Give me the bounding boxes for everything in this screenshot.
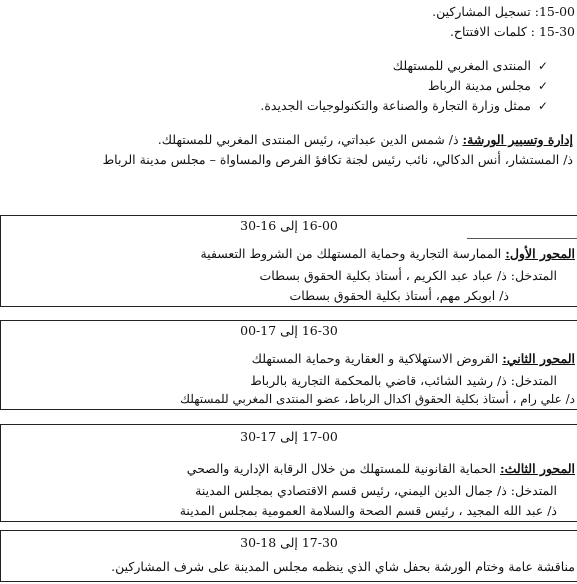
speaker-line: المتدخل: ذ/ رشيد الشائب، قاضي بالمحكمة التجارية بالرباط [250, 373, 557, 388]
speaker-line: المتدخل: ذ/ عباد عبد الكريم ، أستاذ بكلية الحقوق بسطات [259, 268, 557, 283]
list-item: ✓ممثل وزارة التجارة والصناعة والتكنولوجيات الجديدة. [260, 98, 549, 113]
session-axis [187, 461, 575, 476]
session-axis [252, 351, 575, 366]
closing-text: مناقشة عامة وختام الورشة بحفل شاي الذي ينظمه مجلس المدينة على شرف المشاركين. [111, 559, 575, 574]
list-item: ✓المنتدى المغربي للمستهلك [392, 58, 549, 73]
session-axis [200, 246, 575, 261]
session-time: 17-00 إلى 17-30 [240, 429, 338, 444]
opening-line: 15-30 : كلمات الافتتاح. [449, 24, 575, 39]
check-icon: ✓ [537, 79, 549, 93]
session-time: 17-30 إلى 18-30 [240, 535, 338, 550]
axis-label: المحور الأول: [505, 246, 575, 261]
speaker-line: د/ علي رام ، أستاذ بكلية الحقوق اكدال الرباط، عضو المنتدى المغربي للمستهلك [180, 392, 575, 406]
axis-label: المحور الثاني: [502, 351, 575, 366]
check-icon: ✓ [537, 59, 549, 73]
divider [467, 238, 577, 239]
session-time: 16-00 إلى 16-30 [240, 218, 338, 233]
session-3-box [0, 424, 577, 522]
closing-box [0, 530, 577, 582]
speaker-line: ذ/ عبد الله المجيد ، رئيس قسم الصحة والسلامة العمومية بمجلس المدينة [179, 503, 557, 518]
speaker-line: المتدخل: ذ/ جمال الدين اليمني، رئيس قسم الاقتصادي بمجلس المدينة [195, 483, 557, 498]
list-item: ✓مجلس مدينة الرباط [427, 78, 549, 93]
axis-label: المحور الثالث: [500, 461, 575, 476]
moderator-2: ذ/ المستشار، أنس الدكالي، نائب رئيس لجنة تكافؤ الفرص والمساواة – مجلس مدينة الرباط [102, 152, 573, 167]
axis-text: الممارسة التجارية وحماية المستهلك من الشروط التعسفية [200, 246, 502, 261]
session-time: 16-30 إلى 17-00 [240, 323, 338, 338]
speaker-line: ذ/ ابوبكر مهم، أستاذ بكلية الحقوق بسطات [289, 288, 509, 303]
registration-line: 15-00: تسجيل المشاركين. [432, 4, 575, 19]
moderation-line [158, 132, 573, 147]
moderator-1: ذ/ شمس الدين عبداتي، رئيس المنتدى المغربي للمستهلك. [157, 132, 459, 147]
moderation-label: إدارة وتسيير الورشة: [462, 132, 573, 147]
axis-text: القروض الاستهلاكية و العقارية وحماية المستهلك [251, 351, 499, 366]
session-2-box [0, 320, 577, 410]
session-1-box [0, 215, 577, 307]
check-icon: ✓ [537, 99, 549, 113]
axis-text: الحماية القانونية للمستهلك من خلال الرقابة الإدارية والصحي [186, 461, 497, 476]
